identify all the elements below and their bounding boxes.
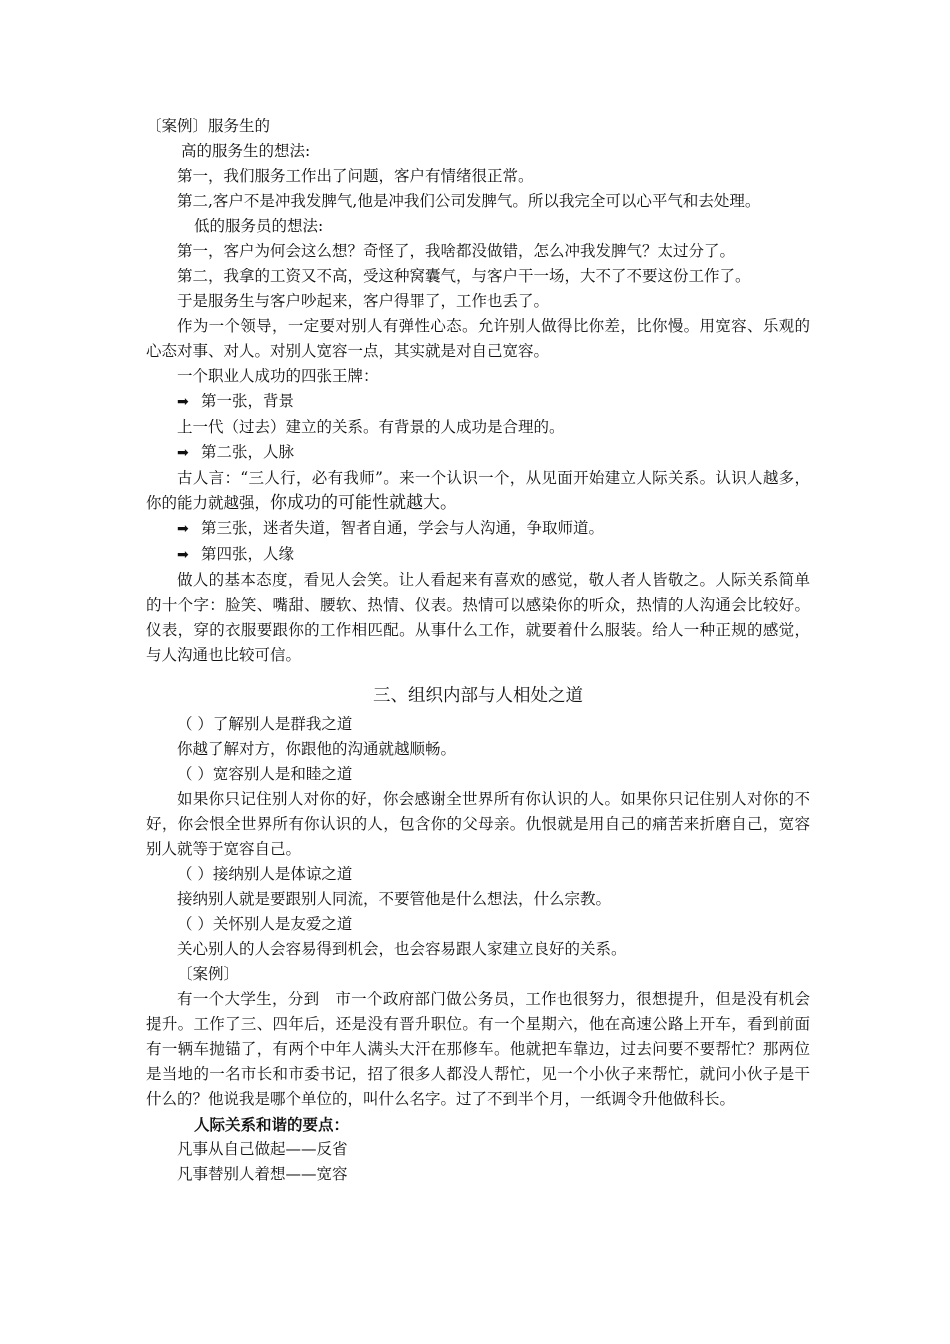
arrow-right-icon: ➡ [177,547,189,563]
bullet-text: 第二张，人脉 [201,443,295,461]
paragraph: 作为一个领导，一定要对别人有弹性心态。允许别人做得比你差，比你慢。用宽容、乐观的心态对事、对人。对别人宽容一点，其实就是对自己宽容。 [146,317,810,360]
text-line: 低的服务员的想法: [194,217,324,235]
bullet-item [146,516,810,542]
case-label: 〔案例〕 [177,965,240,983]
subsection-title: （ ）了解别人是群我之道 [177,715,353,733]
text-line: 关心别人的人会容易得到机会，也会容易跟人家建立良好的关系。 [177,940,627,958]
bullet-item [146,389,810,415]
text-line: 你越了解对方，你跟他的沟通就越顺畅。 [177,740,457,758]
text-line: 高的服务生的想法: [181,142,311,160]
case-title: 〔案例〕服务生的 [146,117,271,135]
paragraph: 有一个大学生，分到 市一个政府部门做公务员，工作也很努力，很想提升，但是没有机会提升。工作了三、四年后，还是没有晋升职位。有一个星期六，他在高速公路上开车，看到前面有一辆车抛锚了，有两个中年人满头大汗在那修车。他就把车靠边，过去问要不要帮忙？那两位是当地的一名市长和市委书记，招了很多人都没人帮忙，见一个小伙子来帮忙，就问小伙子是干什么的？他说我是哪个单位的，叫什么名字。过了不到半个月，一纸调令升他做科长。 [146,990,810,1108]
bullet-text: 第三张，迷者失道，智者自通，学会与人沟通，争取师道。 [201,519,605,537]
paragraph [146,466,810,516]
bullet-text: 第一张，背景 [201,392,295,410]
key-point: 凡事替别人着想——宽容 [177,1165,348,1183]
text-line: 第二，我拿的工资又不高，受这种窝囊气，与客户干一场，大不了不要这份工作了。 [177,267,751,285]
bullet-item [146,542,810,568]
arrow-right-icon: ➡ [177,521,189,537]
subsection-title: （ ）关怀别人是友爱之道 [177,915,353,933]
text-line: 上一代（过去）建立的关系。有背景的人成功是合理的。 [177,418,565,436]
paragraph-text-large: 你成功的可能性就越大。 [270,493,458,513]
text-line: 第一，我们服务工作出了问题，客户有情绪很正常。 [177,167,534,185]
arrow-right-icon: ➡ [177,445,189,461]
document-page [146,114,810,1187]
text-line: 第一，客户为何会这么想？奇怪了，我啥都没做错，怎么冲我发脾气？太过分了。 [177,242,736,260]
paragraph: 如果你只记住别人对你的好，你会感谢全世界所有你认识的人。如果你只记住别人对你的不好，你会恨全世界所有你认识的人，包含你的父母亲。仇恨就是用自己的痛苦来折磨自己，宽容别人就等于宽容自己。 [146,790,810,858]
subsection-title: （ ）宽容别人是和睦之道 [177,765,353,783]
key-points-title: 人际关系和谐的要点： [194,1115,350,1134]
paragraph-text: 古人言：“三人行，必有我师”。来一个认识一个，从见面开始建立人际关系。认识人越多，你的能力就越强， [146,469,810,512]
bullet-text: 第四张，人缘 [201,545,295,563]
bullet-item [146,440,810,466]
key-point: 凡事从自己做起——反省 [177,1140,348,1158]
arrow-right-icon: ➡ [177,394,189,410]
subsection-title: （ ）接纳别人是体谅之道 [177,865,353,883]
text-line: 于是服务生与客户吵起来，客户得罪了，工作也丢了。 [177,292,550,310]
paragraph: 做人的基本态度，看见人会笑。让人看起来有喜欢的感觉，敬人者人皆敬之。人际关系简单的十个字：脸笑、嘴甜、腰软、热情、仪表。热情可以感染你的听众，热情的人沟通会比较好。仪表，穿的衣服要跟你的工作相匹配。从事什么工作，就要着什么服装。给人一种正规的感觉，与人沟通也比较可信。 [146,571,810,664]
text-line: 第二,客户不是冲我发脾气,他是冲我们公司发脾气。所以我完全可以心平气和去处理。 [177,192,761,210]
text-line: 接纳别人就是要跟别人同流，不要管他是什么想法，什么宗教。 [177,890,612,908]
section-heading: 三、组织内部与人相处之道 [373,686,583,706]
text-line: 一个职业人成功的四张王牌： [177,367,379,385]
